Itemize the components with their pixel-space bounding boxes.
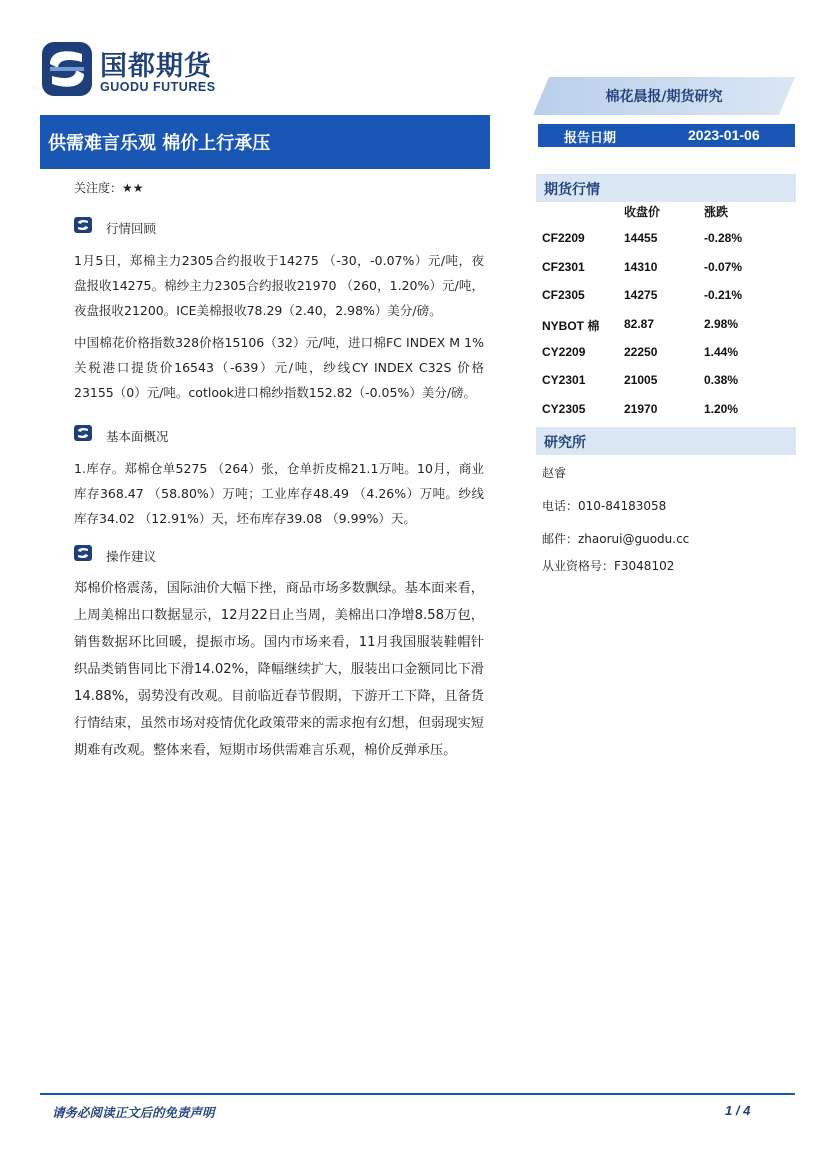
contract-code: CY2301 — [542, 373, 586, 388]
contract-code: CY2305 — [542, 401, 586, 416]
market-table-header — [542, 203, 792, 231]
contract-code: CY2209 — [542, 344, 586, 359]
section-bullet-icon — [74, 217, 92, 233]
table-row — [542, 402, 792, 430]
price-change: 1.20% — [704, 401, 739, 416]
price-change: 1.44% — [704, 344, 739, 359]
close-price: 22250 — [624, 344, 658, 359]
market-heading-label: 期货行情 — [544, 182, 600, 198]
report-date-bar — [538, 124, 795, 147]
section-advice-title: 操作建议 — [106, 549, 157, 564]
table-row — [542, 288, 792, 316]
table-row — [542, 260, 792, 288]
review-paragraph-1 — [74, 248, 484, 323]
table-row — [542, 373, 792, 401]
analyst-phone: 电话：010-84183058 — [542, 499, 667, 513]
analyst-license: 从业资格号：F3048102 — [542, 559, 675, 573]
section-bullet-icon — [74, 425, 92, 441]
report-title: 供需难言乐观 棉价上行承压 — [48, 133, 271, 154]
close-price: 14275 — [624, 288, 658, 303]
close-price: 21005 — [624, 373, 658, 388]
close-price: 14455 — [624, 231, 658, 246]
paragraph-text: 1.库存。郑棉仓单5275 （264）张，仓单折皮棉21.1万吨。10月，商业库存368.47 （58.80%）万吨；工业库存48.49 （4.26%）万吨。纱线库存34.02 （12.91%）天，坯布库存39.08 （9.99%）天。 — [74, 461, 484, 526]
paragraph-text: 中国棉花价格指数328价格15106（32）元/吨，进口棉FC INDEX M 1%关税港口提货价16543（-639）元/吨，纱线CY INDEX C32S 价格23155（0）元/吨。cotlook进口棉纱指数152.82（-0.05%）美分/磅。 — [74, 335, 484, 400]
market-table — [542, 203, 792, 430]
fundamental-paragraph-1 — [74, 456, 484, 531]
section-review-title: 行情回顾 — [106, 221, 157, 236]
contract-code: NYBOT 棉 — [542, 318, 600, 333]
report-date-value: 2023-01-06 — [688, 127, 760, 143]
price-change: 2.98% — [704, 316, 739, 331]
research-heading — [536, 427, 796, 455]
logo-text-cn: 国都期货 — [100, 51, 212, 82]
section-fundamental-title: 基本面概况 — [106, 429, 169, 444]
close-price: 21970 — [624, 401, 658, 416]
research-heading-label: 研究所 — [544, 435, 586, 451]
contract-code: CF2209 — [542, 231, 585, 246]
footer-disclaimer: 请务必阅读正文后的免责声明 — [52, 1105, 215, 1120]
contract-code: CF2305 — [542, 288, 585, 303]
market-heading — [536, 174, 796, 202]
section-bullet-icon — [74, 545, 92, 561]
attention-rating: 关注度：★★ — [74, 181, 144, 195]
report-category-label: 棉花晨报/期货研究 — [605, 89, 723, 105]
analyst-email[interactable]: 邮件：zhaorui@guodu.cc — [542, 532, 690, 546]
footer-divider — [40, 1093, 795, 1095]
price-change: -0.07% — [704, 259, 743, 274]
close-price: 82.87 — [624, 316, 655, 331]
contract-code: CF2301 — [542, 259, 585, 274]
col-close-header: 收盘价 — [624, 205, 661, 219]
paragraph-text: 郑棉价格震荡，国际油价大幅下挫，商品市场多数飘绿。基本面来看，上周美棉出口数据显示，12月22日止当周，美棉出口净增8.58万包，销售数据环比回暖，提振市场。国内市场来看，11月我国服装鞋帽针织品类销售同比下滑14.02%，降幅继续扩大，服装出口金额同比下滑14.88%，弱势没有改观。目前临近春节假期，下游开工下降，且备货行情结束，虽然市场对疫情优化政策带来的需求抱有幻想，但弱现实短期难有改观。整体来看，短期市场供需难言乐观，棉价反弹承压。 — [74, 581, 484, 758]
report-category-tag — [533, 77, 795, 115]
close-price: 14310 — [624, 259, 658, 274]
report-date-label: 报告日期 — [564, 131, 617, 146]
report-title-bar — [40, 115, 490, 169]
analyst-name: 赵睿 — [542, 466, 567, 480]
company-logo — [40, 40, 250, 100]
price-change: -0.21% — [704, 288, 743, 303]
review-paragraph-2 — [74, 330, 484, 405]
table-row — [542, 317, 792, 345]
logo-text-en: GUODU FUTURES — [100, 80, 216, 94]
table-row — [542, 345, 792, 373]
price-change: -0.28% — [704, 231, 743, 246]
advice-paragraph-1 — [74, 575, 484, 764]
paragraph-text: 1月5日，郑棉主力2305合约报收于14275 （-30，-0.07%）元/吨，夜盘报收14275。棉纱主力2305合约报收21970 （260，1.20%）元/吨，夜盘报收21200。ICE美棉报收78.29（2.40，2.98%）美分/磅。 — [74, 253, 484, 318]
table-row — [542, 231, 792, 259]
price-change: 0.38% — [704, 373, 739, 388]
guodu-logo-icon — [40, 40, 94, 98]
page-number: 1 / 4 — [725, 1103, 751, 1118]
col-change-header: 涨跌 — [704, 205, 729, 219]
